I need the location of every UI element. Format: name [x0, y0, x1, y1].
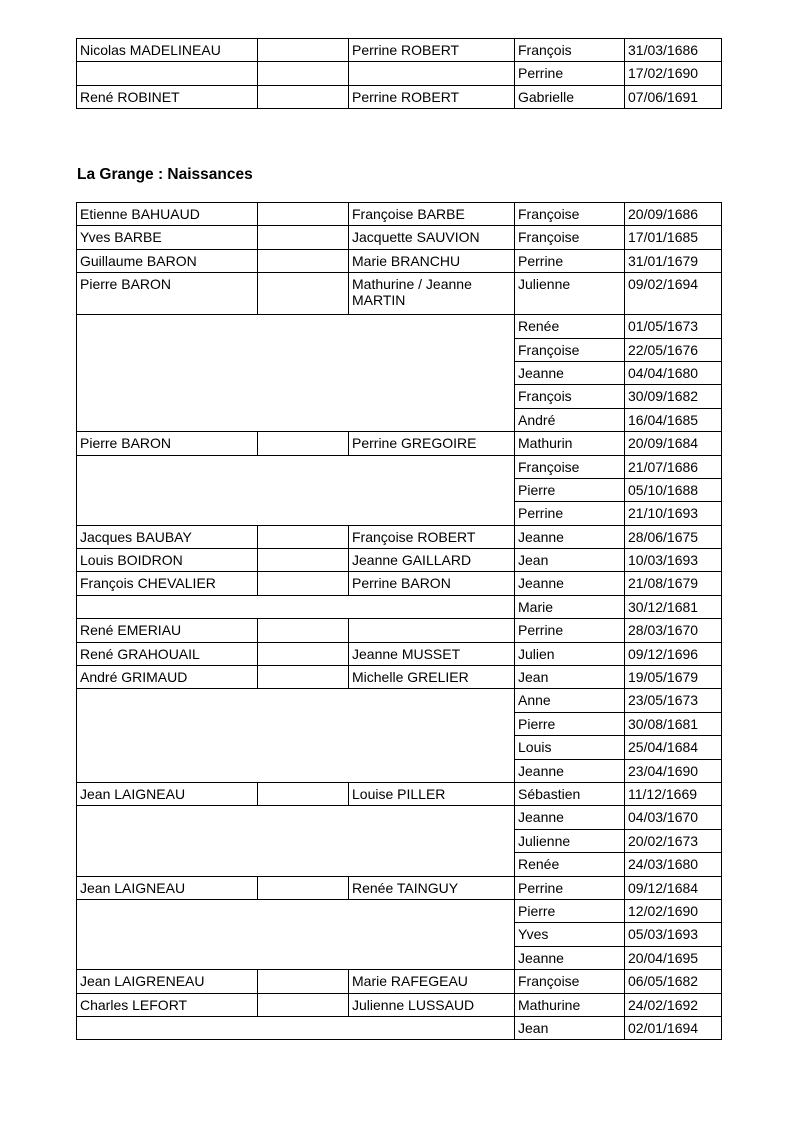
father-cell: Nicolas MADELINEAU: [77, 39, 258, 62]
top-records-table: [76, 38, 722, 109]
date-cell: 04/04/1680: [625, 361, 722, 384]
date-cell: 06/05/1682: [625, 970, 722, 993]
merged-parent-cell: [77, 595, 515, 618]
date-cell: 17/01/1685: [625, 226, 722, 249]
table-row: [77, 572, 722, 595]
blank-cell: [258, 39, 349, 62]
child-cell: Yves: [515, 923, 625, 946]
table-row: [77, 782, 722, 805]
father-cell: Jean LAIGNEAU: [77, 876, 258, 899]
mother-cell: [349, 62, 515, 85]
mother-cell: Perrine BARON: [349, 572, 515, 595]
blank-cell: [258, 970, 349, 993]
blank-cell: [258, 273, 349, 315]
father-cell: Pierre BARON: [77, 273, 258, 315]
table-row: [77, 619, 722, 642]
child-cell: Julienne: [515, 829, 625, 852]
child-cell: Perrine: [515, 876, 625, 899]
date-cell: 04/03/1670: [625, 806, 722, 829]
date-cell: 01/05/1673: [625, 315, 722, 338]
blank-cell: [258, 203, 349, 226]
date-cell: 25/04/1684: [625, 736, 722, 759]
date-cell: 09/02/1694: [625, 273, 722, 315]
mother-cell: Marie BRANCHU: [349, 249, 515, 272]
mother-cell: Julienne LUSSAUD: [349, 993, 515, 1016]
merged-parent-cell: [77, 315, 515, 432]
child-cell: Jeanne: [515, 946, 625, 969]
child-cell: André: [515, 408, 625, 431]
blank-cell: [258, 666, 349, 689]
date-cell: 19/05/1679: [625, 666, 722, 689]
date-cell: 05/10/1688: [625, 478, 722, 501]
date-cell: 09/12/1696: [625, 642, 722, 665]
table-row: [77, 525, 722, 548]
date-cell: 21/08/1679: [625, 572, 722, 595]
child-row: [77, 455, 722, 478]
child-cell: Renée: [515, 853, 625, 876]
child-cell: Jean: [515, 666, 625, 689]
child-cell: Pierre: [515, 478, 625, 501]
table-row: [77, 993, 722, 1016]
mother-cell: Marie RAFEGEAU: [349, 970, 515, 993]
mother-cell: Perrine ROBERT: [349, 39, 515, 62]
blank-cell: [258, 249, 349, 272]
child-cell: Mathurin: [515, 432, 625, 455]
father-cell: René ROBINET: [77, 85, 258, 108]
table-row: [77, 549, 722, 572]
father-cell: André GRIMAUD: [77, 666, 258, 689]
table-row: [77, 249, 722, 272]
table-row: [77, 39, 722, 62]
merged-parent-cell: [77, 806, 515, 876]
date-cell: 31/01/1679: [625, 249, 722, 272]
father-cell: Guillaume BARON: [77, 249, 258, 272]
table-row: [77, 62, 722, 85]
child-cell: Jean: [515, 549, 625, 572]
child-cell: Perrine: [515, 249, 625, 272]
child-cell: Sébastien: [515, 782, 625, 805]
mother-cell: Perrine ROBERT: [349, 85, 515, 108]
child-row: [77, 806, 722, 829]
date-cell: 31/03/1686: [625, 39, 722, 62]
date-cell: 16/04/1685: [625, 408, 722, 431]
child-cell: Mathurine: [515, 993, 625, 1016]
date-cell: 30/09/1682: [625, 385, 722, 408]
father-cell: René GRAHOUAIL: [77, 642, 258, 665]
mother-cell: Louise PILLER: [349, 782, 515, 805]
date-cell: 02/01/1694: [625, 1016, 722, 1039]
table-row: [77, 642, 722, 665]
mother-cell: Jeanne GAILLARD: [349, 549, 515, 572]
father-cell: François CHEVALIER: [77, 572, 258, 595]
mother-cell: Jacquette SAUVION: [349, 226, 515, 249]
mother-cell: Françoise ROBERT: [349, 525, 515, 548]
merged-parent-cell: [77, 455, 515, 525]
child-cell: François: [515, 39, 625, 62]
mother-cell: Michelle GRELIER: [349, 666, 515, 689]
child-cell: Julien: [515, 642, 625, 665]
blank-cell: [258, 62, 349, 85]
child-cell: Julienne: [515, 273, 625, 315]
blank-cell: [258, 782, 349, 805]
merged-parent-cell: [77, 1016, 515, 1039]
births-table: [76, 202, 722, 1040]
child-row: [77, 595, 722, 618]
date-cell: 21/10/1693: [625, 502, 722, 525]
mother-cell: Renée TAINGUY: [349, 876, 515, 899]
table-row: [77, 273, 722, 315]
merged-parent-cell: [77, 689, 515, 783]
child-cell: Jean: [515, 1016, 625, 1039]
date-cell: 20/09/1684: [625, 432, 722, 455]
child-cell: Françoise: [515, 455, 625, 478]
table-row: [77, 876, 722, 899]
blank-cell: [258, 572, 349, 595]
date-cell: 22/05/1676: [625, 338, 722, 361]
date-cell: 23/04/1690: [625, 759, 722, 782]
father-cell: [77, 62, 258, 85]
child-cell: Perrine: [515, 62, 625, 85]
table-row: [77, 666, 722, 689]
child-cell: Jeanne: [515, 361, 625, 384]
date-cell: 20/02/1673: [625, 829, 722, 852]
date-cell: 20/09/1686: [625, 203, 722, 226]
father-cell: Etienne BAHUAUD: [77, 203, 258, 226]
date-cell: 09/12/1684: [625, 876, 722, 899]
top-records-body: [77, 39, 722, 109]
child-cell: Jeanne: [515, 572, 625, 595]
blank-cell: [258, 85, 349, 108]
blank-cell: [258, 549, 349, 572]
blank-cell: [258, 619, 349, 642]
child-cell: Jeanne: [515, 525, 625, 548]
child-cell: Perrine: [515, 502, 625, 525]
child-cell: Gabrielle: [515, 85, 625, 108]
date-cell: 21/07/1686: [625, 455, 722, 478]
table-row: [77, 203, 722, 226]
child-cell: Anne: [515, 689, 625, 712]
section-title: La Grange : Naissances: [77, 166, 253, 183]
father-cell: Pierre BARON: [77, 432, 258, 455]
child-row: [77, 689, 722, 712]
births-body: [77, 203, 722, 1040]
mother-cell: Perrine GREGOIRE: [349, 432, 515, 455]
table-row: [77, 85, 722, 108]
blank-cell: [258, 226, 349, 249]
child-cell: Jeanne: [515, 806, 625, 829]
date-cell: 24/03/1680: [625, 853, 722, 876]
child-cell: Perrine: [515, 619, 625, 642]
date-cell: 11/12/1669: [625, 782, 722, 805]
child-cell: Louis: [515, 736, 625, 759]
date-cell: 30/12/1681: [625, 595, 722, 618]
mother-cell: [349, 619, 515, 642]
child-cell: Jeanne: [515, 759, 625, 782]
child-cell: Marie: [515, 595, 625, 618]
father-cell: Yves BARBE: [77, 226, 258, 249]
blank-cell: [258, 993, 349, 1016]
date-cell: 05/03/1693: [625, 923, 722, 946]
table-row: [77, 226, 722, 249]
date-cell: 17/02/1690: [625, 62, 722, 85]
merged-parent-cell: [77, 899, 515, 969]
date-cell: 24/02/1692: [625, 993, 722, 1016]
child-cell: Françoise: [515, 970, 625, 993]
child-cell: Pierre: [515, 899, 625, 922]
child-row: [77, 1016, 722, 1039]
child-cell: Françoise: [515, 338, 625, 361]
date-cell: 30/08/1681: [625, 712, 722, 735]
blank-cell: [258, 432, 349, 455]
father-cell: Jean LAIGNEAU: [77, 782, 258, 805]
mother-cell: Jeanne MUSSET: [349, 642, 515, 665]
child-cell: Françoise: [515, 226, 625, 249]
date-cell: 07/06/1691: [625, 85, 722, 108]
table-row: [77, 970, 722, 993]
blank-cell: [258, 525, 349, 548]
father-cell: Louis BOIDRON: [77, 549, 258, 572]
date-cell: 12/02/1690: [625, 899, 722, 922]
date-cell: 28/06/1675: [625, 525, 722, 548]
date-cell: 28/03/1670: [625, 619, 722, 642]
child-cell: Renée: [515, 315, 625, 338]
father-cell: Jean LAIGRENEAU: [77, 970, 258, 993]
child-cell: François: [515, 385, 625, 408]
father-cell: Jacques BAUBAY: [77, 525, 258, 548]
mother-cell: Françoise BARBE: [349, 203, 515, 226]
date-cell: 23/05/1673: [625, 689, 722, 712]
father-cell: René EMERIAU: [77, 619, 258, 642]
mother-cell: Mathurine / Jeanne MARTIN: [349, 273, 515, 315]
father-cell: Charles LEFORT: [77, 993, 258, 1016]
child-cell: Françoise: [515, 203, 625, 226]
date-cell: 10/03/1693: [625, 549, 722, 572]
child-row: [77, 315, 722, 338]
date-cell: 20/04/1695: [625, 946, 722, 969]
blank-cell: [258, 876, 349, 899]
child-cell: Pierre: [515, 712, 625, 735]
blank-cell: [258, 642, 349, 665]
table-row: [77, 432, 722, 455]
child-row: [77, 899, 722, 922]
